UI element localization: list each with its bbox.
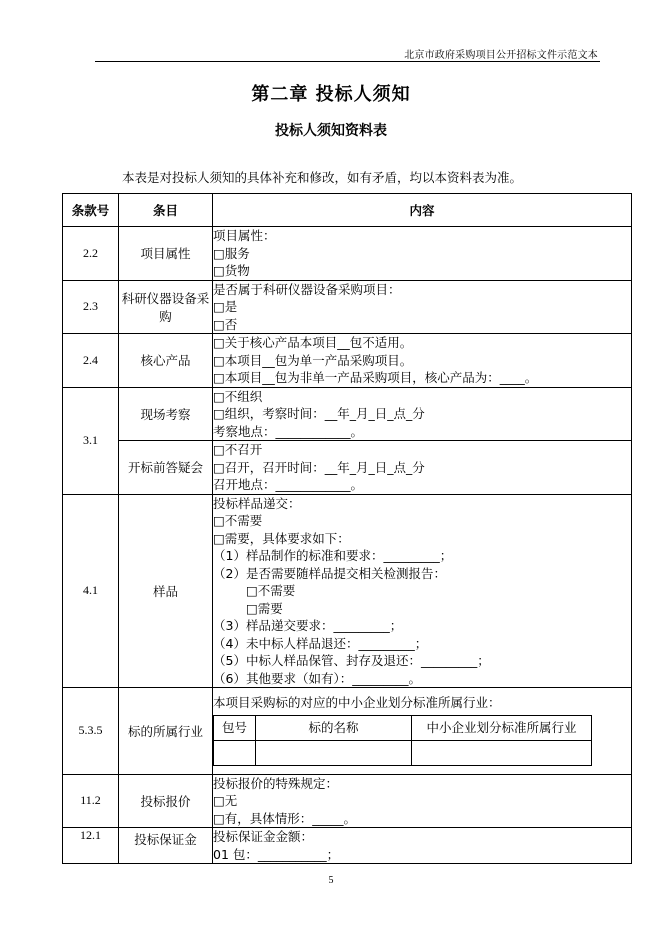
content-line: 项目属性： [213,228,276,243]
content-line: （4）未中标人样品退还：_________； [213,635,428,651]
content-line: 投标报价的特殊规定： [213,775,339,791]
header-clause-number: 条款号 [63,194,119,227]
clause-content [213,774,632,828]
content-line: （2）是否需要随样品提交相关检测报告： [213,565,446,581]
bidder-instructions-table [62,193,632,864]
clause-item: 投标报价 [119,774,213,828]
content-line: □货物 [213,263,250,278]
content-line: （5）中标人样品保管、封存及退还：_________； [213,653,490,668]
clause-item: 开标前答疑会 [119,441,213,495]
page-header: 北京市政府采购项目公开招标文件示范文本 [404,50,598,61]
table-row [63,441,632,495]
page-number: 5 [328,875,334,886]
header-package-number: 包号 [214,715,256,740]
content-line: □不组织 [213,388,263,404]
table-row [63,334,632,388]
clause-number: 2.4 [63,334,119,388]
content-line: □需要，具体要求如下： [213,530,350,546]
clause-content [213,334,632,388]
table-row [63,387,632,441]
clause-content [213,688,632,775]
industry-table [213,715,592,766]
content-line: □关于核心产品本项目__包不适用。 [213,335,413,350]
clause-item: 样品 [119,494,213,688]
clause-content [213,280,632,334]
content-line: □本项目__包为非单一产品采购项目，核心产品为：____。 [213,370,538,385]
content-line: □不需要 [213,513,263,528]
clause-number: 3.1 [63,387,119,494]
clause-content [213,494,632,688]
clause-content [213,828,632,864]
clause-content [213,441,632,495]
content-line: □是 [213,299,238,314]
clause-content [213,387,632,441]
header-content: 内容 [213,194,632,227]
content-line: □召开，召开时间：__年_月_日_点_分 [213,459,425,475]
clause-item: 现场考察 [119,387,213,441]
content-line: 召开地点：____________。 [213,477,364,492]
content-line: 考察地点：____________。 [213,423,364,439]
content-line: □无 [213,793,238,808]
content-line: （3）样品递交要求：_________； [213,618,403,633]
table-row [63,280,632,334]
table-row [63,828,632,864]
content-line: （1）样品制作的标准和要求：_________； [213,548,453,563]
content-line: □不需要 [246,583,296,598]
content-line: □否 [213,316,238,332]
chapter-title: 第二章 投标人须知 [251,84,411,105]
industry-table-row [214,740,592,765]
clause-number: 4.1 [63,494,119,688]
clause-number: 2.2 [63,227,119,281]
content-line: 本项目采购标的对应的中小企业划分标准所属行业： [213,695,501,710]
clause-number: 2.3 [63,280,119,334]
content-line: □本项目__包为单一产品采购项目。 [213,352,413,368]
table-row [63,688,632,775]
table-row [63,774,632,828]
clause-number: 12.1 [63,828,119,864]
clause-item: 投标保证金 [119,828,213,864]
clause-item: 标的所属行业 [119,688,213,775]
content-line: □需要 [246,600,283,616]
header-rule [95,61,600,62]
content-line: □不召开 [213,442,263,457]
clause-item: 核心产品 [119,334,213,388]
content-line: 01 包：___________； [213,846,340,862]
sme-industry-cell [412,740,592,765]
table-row [63,494,632,688]
content-line: □服务 [213,245,250,261]
intro-text: 本表是对投标人须知的具体补充和修改，如有矛盾，均以本资料表为准。 [122,170,523,185]
subject-name-cell [256,740,412,765]
content-line: 投标样品递交： [213,495,301,511]
table-row [63,227,632,281]
content-line: 投标保证金金额： [213,829,314,844]
header-sme-industry: 中小企业划分标准所属行业 [412,715,592,740]
clause-content [213,227,632,281]
clause-number: 11.2 [63,774,119,828]
header-subject-name: 标的名称 [256,715,412,740]
clause-item: 项目属性 [119,227,213,281]
table-header-row [63,194,632,227]
content-line: （6）其他要求（如有）：_________。 [213,670,421,686]
clause-item: 科研仪器设备采购 [119,280,213,334]
package-number-cell [214,740,256,765]
industry-table-header-row [214,715,592,740]
clause-number: 5.3.5 [63,688,119,775]
content-line: □组织，考察时间：__年_月_日_点_分 [213,406,425,421]
table-title: 投标人须知资料表 [275,123,387,139]
content-line: 是否属于科研仪器设备采购项目： [213,281,401,297]
header-item: 条目 [119,194,213,227]
content-line: □有，具体情形：_____。 [213,810,357,826]
